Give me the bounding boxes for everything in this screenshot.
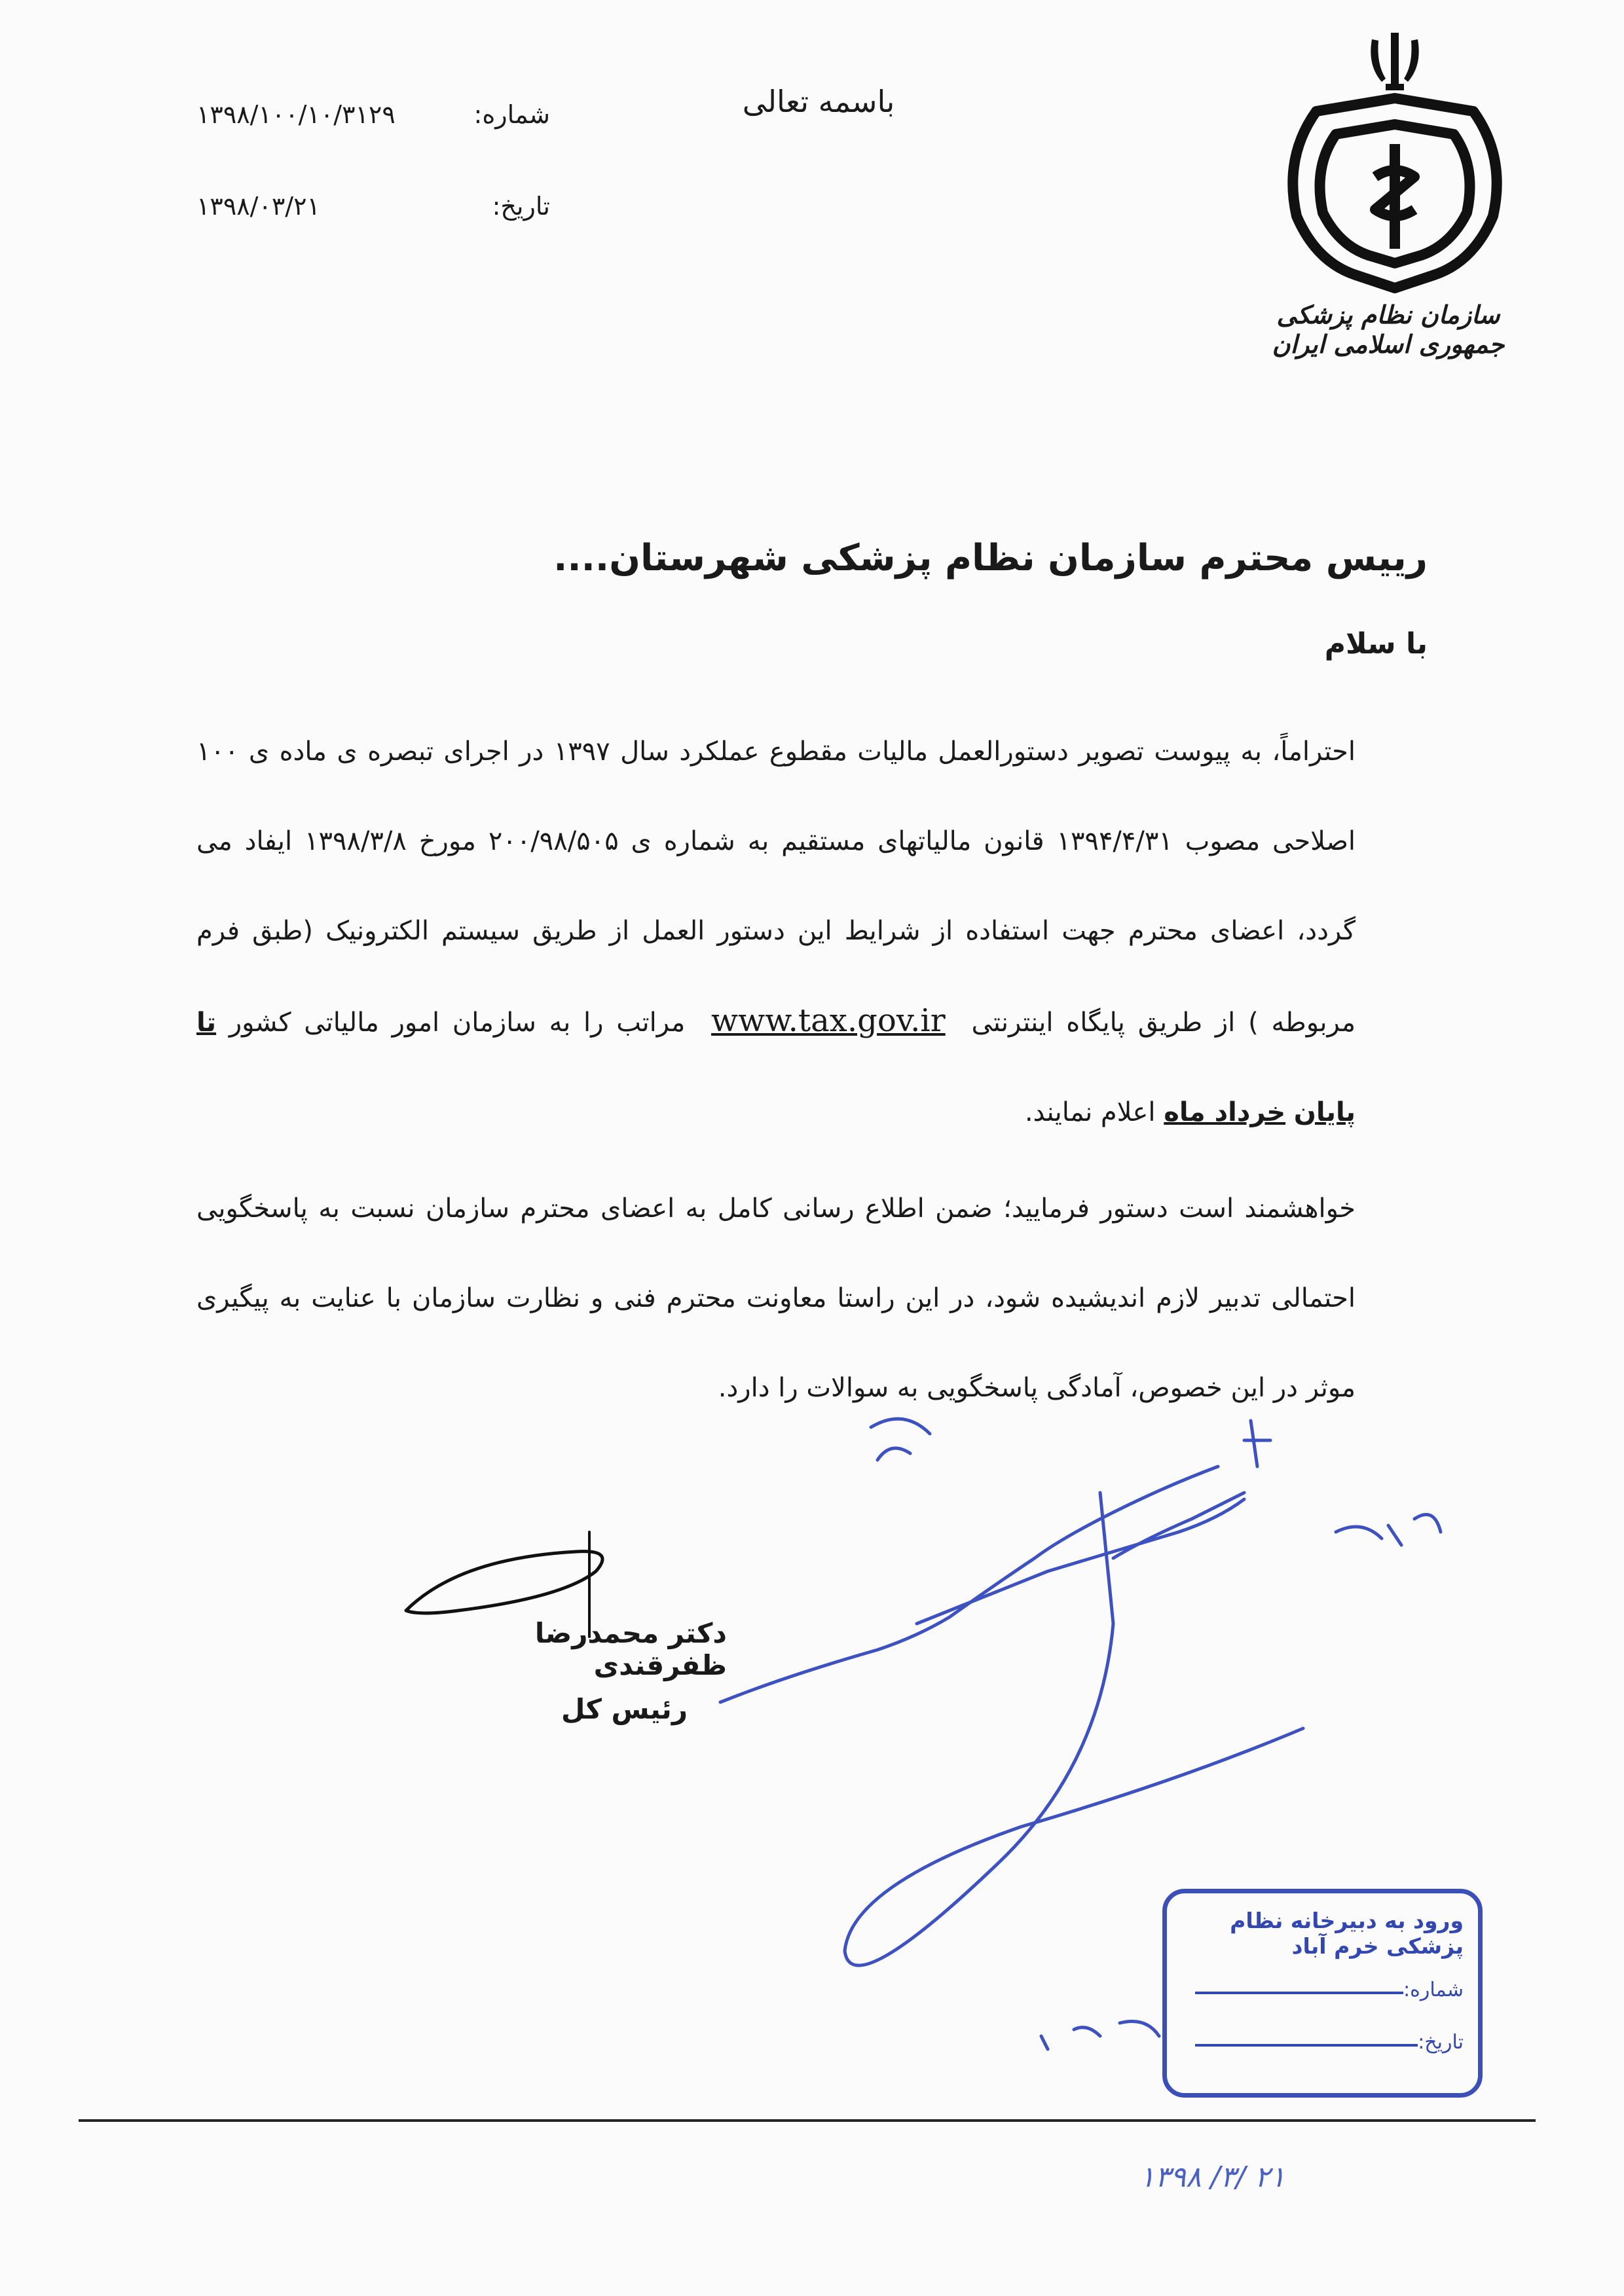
stamp-date-label: تاریخ: (1418, 2031, 1464, 2054)
registry-stamp (1162, 1889, 1483, 2098)
recipient-heading: رییس محترم سازمان نظام پزشکی شهرستان.... (553, 537, 1428, 579)
stamp-number-label: شماره: (1403, 1978, 1464, 2001)
bottom-divider (79, 2119, 1536, 2122)
letter-date-label: تاریخ: (492, 192, 550, 221)
signatory-name: دکتر محمدرضا ظفرقندی (534, 1617, 727, 1681)
signature-block (413, 1617, 727, 1737)
letter-date-value: ۱۳۹۸/۰۳/۲۱ (196, 192, 320, 221)
letter-meta (196, 69, 550, 252)
stamp-title: ورود به دبیرخانه نظام پزشکی خرم آباد (1230, 1908, 1464, 1959)
greeting: با سلام (1324, 627, 1428, 661)
letter-body (196, 707, 1428, 1433)
stamp-date-field (1182, 2031, 1464, 2054)
stamp-number-field (1182, 1978, 1464, 2001)
signatory-title: رئیس کل (561, 1693, 688, 1725)
deadline-text-1: تا پایان (196, 1008, 1356, 1127)
paragraph-1-text-b: مراتب را به سازمان امور مالیاتی کشور (229, 1008, 686, 1038)
bismillah-heading: باسمه تعالی (742, 84, 895, 119)
stamp-date-line (1195, 2044, 1418, 2047)
logo-caption: سازمان نظام پزشکی جمهوری اسلامی ایران (1272, 300, 1505, 359)
paragraph-1-text-c: اعلام نمایند. (1024, 1097, 1156, 1127)
letter-date-row (196, 160, 550, 252)
handwritten-date: ۱۳۹۸ /۳/ ۲۱ (1139, 2160, 1286, 2194)
paragraph-1 (196, 707, 1428, 1157)
letter-number-value: ۱۳۹۸/۱۰۰/۱۰/۳۱۲۹ (196, 100, 396, 129)
paragraph-2: خواهشمند است دستور فرمایید؛ ضمن اطلاع رسانی کامل به اعضای محترم سازمان نسبت به پاسخگویی احتمالی تدبیر لازم اندیشیده شود، در این راستا معاونت محترم فنی و نظارت سازمان با عنایت به پیگیری موثر در این خصوص، آمادگی پاسخگویی به سوالات را دارد. (196, 1194, 1356, 1403)
letter-number-label: شماره: (473, 100, 550, 129)
tax-website-link[interactable]: www.tax.gov.ir (711, 1002, 946, 1039)
paragraph-1-text-a: احتراماً، به پیوست تصویر دستورالعمل مالیات مقطوع عملکرد سال ۱۳۹۷ در اجرای تبصره ی ماده ی ۱۰۰ اصلاحی مصوب ۱۳۹۴/۴/۳۱ قانون مالیاتهای مستقیم به شماره ی ۲۰۰/۹۸/۵۰۵ مورخ ۱۳۹۸/۳/۸ ایفاد می گردد، اعضای محترم جهت استفاده از شرایط این دستور العمل از طریق سیستم الکترونیک (طبق فرم مربوطه ) از طریق پایگاه اینترنتی (196, 737, 1356, 1038)
medical-council-logo-icon (1257, 26, 1532, 340)
deadline-text-2: خرداد ماه (1164, 1097, 1286, 1127)
signature-scribble (406, 1552, 602, 1613)
letter-number-row (196, 69, 550, 160)
stamp-number-line (1195, 1992, 1403, 1994)
